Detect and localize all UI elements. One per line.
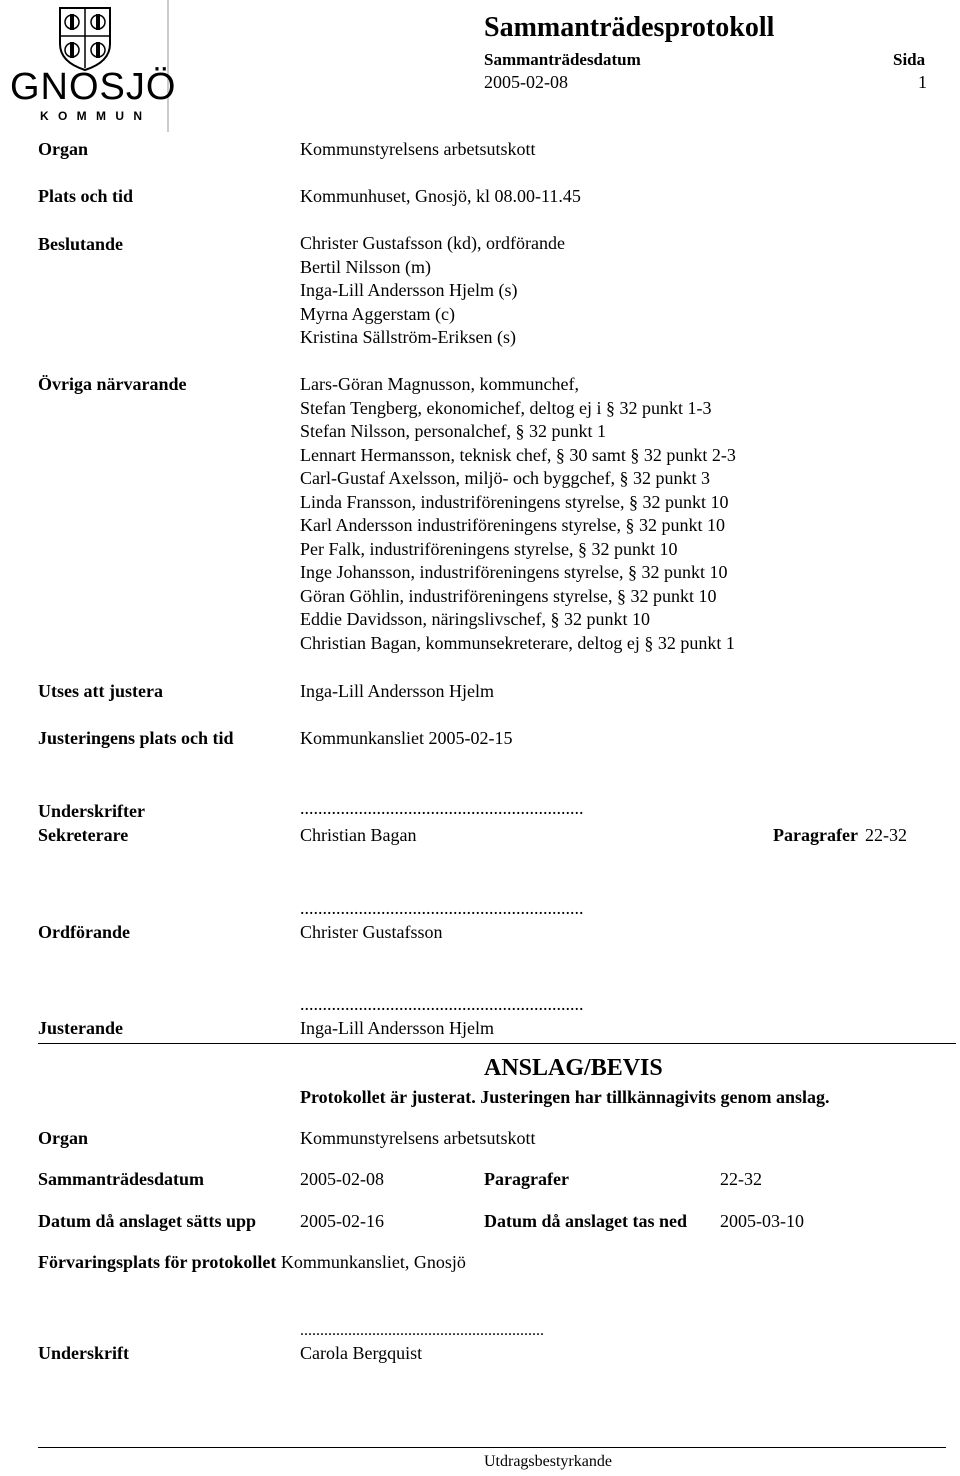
footer-divider bbox=[38, 1447, 946, 1448]
list-item: Inge Johansson, industriföreningens styrelse, § 32 punkt 10 bbox=[300, 562, 728, 582]
paragrafer-label: Paragrafer bbox=[773, 825, 858, 845]
list-item: Inga-Lill Andersson Hjelm (s) bbox=[300, 280, 518, 300]
anslag-removed-label: Datum då anslaget tas ned bbox=[484, 1211, 688, 1231]
anslag-date-value: 2005-02-08 bbox=[300, 1169, 384, 1189]
beslutande-label: Beslutande bbox=[38, 234, 124, 254]
organ-label: Organ bbox=[38, 139, 89, 159]
list-item: Karl Andersson industriföreningens styrelse, § 32 punkt 10 bbox=[300, 515, 725, 535]
anslag-title: ANSLAG/BEVIS bbox=[484, 1055, 663, 1081]
list-item: Bertil Nilsson (m) bbox=[300, 256, 431, 277]
anslag-date-label: Sammanträdesdatum bbox=[38, 1169, 205, 1189]
justering-value: Kommunkansliet 2005-02-15 bbox=[300, 728, 513, 748]
place-label: Plats och tid bbox=[38, 186, 134, 206]
justerande-label: Justerande bbox=[38, 1018, 123, 1038]
organ-value: Kommunstyrelsens arbetsutskott bbox=[300, 139, 536, 159]
municipality-logo bbox=[0, 0, 177, 132]
anslag-removed-value: 2005-03-10 bbox=[720, 1211, 804, 1231]
underskrift-label: Underskrift bbox=[38, 1343, 129, 1363]
anslag-paragrafer-label: Paragrafer bbox=[484, 1169, 569, 1189]
storage-value: Kommunkansliet, Gnosjö bbox=[280, 1252, 466, 1272]
paragrafer-value: 22-32 bbox=[865, 825, 907, 845]
list-item: Lars-Göran Magnusson, kommunchef, bbox=[300, 374, 579, 394]
signature-line: ............................................................... bbox=[300, 798, 584, 818]
utses-value: Inga-Lill Andersson Hjelm bbox=[300, 681, 494, 701]
ordforande-name: Christer Gustafsson bbox=[300, 922, 443, 942]
anslag-paragrafer-value: 22-32 bbox=[720, 1169, 762, 1189]
list-item: Per Falk, industriföreningens styrelse, § 32 punkt 10 bbox=[300, 538, 678, 559]
document-title: Sammanträdesprotokoll bbox=[484, 12, 775, 43]
ovriga-list bbox=[300, 373, 736, 655]
place-value: Kommunhuset, Gnosjö, kl 08.00-11.45 bbox=[300, 186, 581, 206]
header-page-label: Sida bbox=[893, 50, 926, 69]
sekreterare-label: Sekreterare bbox=[38, 825, 129, 845]
signature-line: ............................................................... bbox=[300, 898, 584, 918]
sekreterare-name: Christian Bagan bbox=[300, 825, 417, 845]
ordforande-label: Ordförande bbox=[38, 922, 130, 942]
storage-row bbox=[38, 1252, 466, 1273]
logo-subtext: K O M M U N bbox=[40, 109, 145, 123]
logo-wordmark: GNOSJÖ bbox=[10, 66, 177, 108]
list-item: Linda Fransson, industriföreningens styrelse, § 32 punkt 10 bbox=[300, 491, 729, 512]
anslag-posted-value: 2005-02-16 bbox=[300, 1211, 384, 1231]
beslutande-list bbox=[300, 232, 565, 350]
anslag-statement: Protokollet är justerat. Justeringen har tillkännagivits genom anslag. bbox=[300, 1087, 830, 1107]
utses-label: Utses att justera bbox=[38, 681, 163, 701]
list-item: Göran Göhlin, industriföreningens styrelse, § 32 punkt 10 bbox=[300, 585, 717, 606]
list-item: Stefan Nilsson, personalchef, § 32 punkt 1 bbox=[300, 421, 606, 441]
header-date-label: Sammanträdesdatum bbox=[484, 50, 641, 69]
list-item: Myrna Aggerstam (c) bbox=[300, 303, 455, 324]
list-item: Carl-Gustaf Axelsson, miljö- och byggchef, § 32 punkt 3 bbox=[300, 468, 710, 488]
justerande-name: Inga-Lill Andersson Hjelm bbox=[300, 1018, 494, 1038]
anslag-organ-value: Kommunstyrelsens arbetsutskott bbox=[300, 1128, 536, 1148]
footer-label: Utdragsbestyrkande bbox=[484, 1453, 612, 1470]
underskrifter-label: Underskrifter bbox=[38, 801, 145, 821]
header-date: 2005-02-08 bbox=[484, 72, 568, 92]
list-item: Stefan Tengberg, ekonomichef, deltog ej i § 32 punkt 1-3 bbox=[300, 397, 712, 418]
signature-line: ............................................................. bbox=[300, 1322, 544, 1339]
list-item: Kristina Sällström-Eriksen (s) bbox=[300, 327, 516, 347]
justering-label: Justeringens plats och tid bbox=[38, 728, 234, 748]
list-item: Christer Gustafsson (kd), ordförande bbox=[300, 233, 565, 253]
anslag-organ-label: Organ bbox=[38, 1128, 89, 1148]
list-item: Eddie Davidsson, näringslivschef, § 32 punkt 10 bbox=[300, 609, 650, 629]
section-divider bbox=[38, 1043, 956, 1044]
list-item: Christian Bagan, kommunsekreterare, deltog ej § 32 punkt 1 bbox=[300, 632, 735, 653]
header-page-number: 1 bbox=[918, 72, 927, 92]
list-item: Lennart Hermansson, teknisk chef, § 30 samt § 32 punkt 2-3 bbox=[300, 444, 736, 465]
storage-label: Förvaringsplats för protokollet bbox=[38, 1252, 277, 1272]
signature-line: ............................................................... bbox=[300, 994, 584, 1014]
underskrift-name: Carola Bergquist bbox=[300, 1343, 423, 1363]
ovriga-label: Övriga närvarande bbox=[38, 374, 187, 394]
anslag-posted-label: Datum då anslaget sätts upp bbox=[38, 1211, 257, 1231]
